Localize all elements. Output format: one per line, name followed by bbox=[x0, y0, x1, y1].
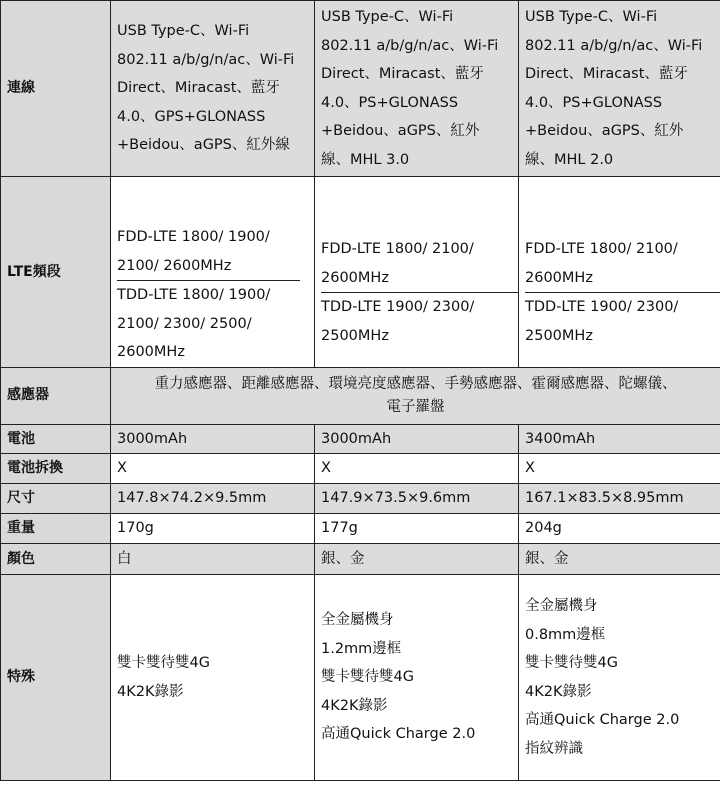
lte-col2-fdd-line: FDD-LTE 1800/ 2100/ bbox=[321, 241, 474, 257]
connection-col2-line: +Beidou、aGPS、紅外 bbox=[321, 123, 480, 139]
row-label-sensors: 感應器 bbox=[1, 367, 111, 424]
special-col2-line: 1.2mm邊框 bbox=[321, 640, 402, 657]
connection-col2-line: 線、MHL 3.0 bbox=[321, 151, 410, 168]
weight-col2: 177g bbox=[315, 514, 519, 544]
connection-col3 bbox=[519, 1, 720, 177]
connection-col2-line: Direct、Miracast、藍牙 bbox=[321, 66, 484, 82]
special-col3-line: 雙卡雙待雙4G bbox=[525, 655, 618, 671]
connection-col1 bbox=[111, 1, 315, 177]
row-label-weight: 重量 bbox=[1, 514, 111, 544]
lte-col3-tdd-line: 2500MHz bbox=[525, 327, 593, 344]
connection-col1-line: Direct、Miracast、藍牙 bbox=[117, 80, 280, 96]
size-col1: 147.8×74.2×9.5mm bbox=[111, 484, 315, 514]
special-col2-line: 高通Quick Charge 2.0 bbox=[321, 726, 476, 743]
row-label-size: 尺寸 bbox=[1, 484, 111, 514]
row-weight bbox=[1, 514, 720, 544]
special-col3-line: 全金屬機身 bbox=[525, 598, 598, 614]
battery-col1: 3000mAh bbox=[111, 424, 315, 454]
row-label-battery: 電池 bbox=[1, 424, 111, 454]
row-label-connection: 連線 bbox=[1, 1, 111, 177]
lte-col2 bbox=[315, 177, 519, 368]
removable-col3: X bbox=[519, 454, 720, 484]
removable-col2: X bbox=[315, 454, 519, 484]
connection-col2-line: USB Type-C、Wi-Fi bbox=[321, 9, 454, 25]
lte-col1-fdd-line: FDD-LTE 1800/ 1900/ bbox=[117, 229, 270, 245]
weight-col3: 204g bbox=[519, 514, 720, 544]
row-label-lte: LTE頻段 bbox=[1, 177, 111, 368]
special-col1 bbox=[111, 575, 315, 781]
lte-col3-fdd-line: 2600MHz bbox=[525, 264, 720, 294]
row-label-removable: 電池拆換 bbox=[1, 454, 111, 484]
lte-col2-tdd-line: TDD-LTE 1900/ 2300/ bbox=[321, 299, 475, 315]
row-sensors bbox=[1, 367, 720, 424]
lte-col3-tdd-line: TDD-LTE 1900/ 2300/ bbox=[525, 299, 679, 315]
color-col2: 銀、金 bbox=[315, 544, 519, 575]
lte-col2-tdd-line: 2500MHz bbox=[321, 327, 389, 344]
color-col1: 白 bbox=[111, 544, 315, 575]
lte-col1-tdd-line: 2100/ 2300/ 2500/ bbox=[117, 315, 252, 332]
size-col3: 167.1×83.5×8.95mm bbox=[519, 484, 720, 514]
connection-col1-line: 802.11 a/b/g/n/ac、Wi-Fi bbox=[117, 51, 295, 68]
connection-col3-line: USB Type-C、Wi-Fi bbox=[525, 9, 658, 25]
special-col1-line: 雙卡雙待雙4G bbox=[117, 655, 210, 671]
row-label-special: 特殊 bbox=[1, 575, 111, 781]
special-col3 bbox=[519, 575, 720, 781]
lte-col3-fdd-line: FDD-LTE 1800/ 2100/ bbox=[525, 241, 678, 257]
battery-col2: 3000mAh bbox=[315, 424, 519, 454]
weight-col1: 170g bbox=[111, 514, 315, 544]
special-col2 bbox=[315, 575, 519, 781]
connection-col1-line: USB Type-C、Wi-Fi bbox=[117, 23, 250, 39]
special-col3-line: 高通Quick Charge 2.0 bbox=[525, 712, 680, 728]
connection-col2-line: 802.11 a/b/g/n/ac、Wi-Fi bbox=[321, 37, 499, 54]
row-label-color: 顏色 bbox=[1, 544, 111, 575]
sensors-value-line: 電子羅盤 bbox=[386, 398, 445, 415]
size-col2: 147.9×73.5×9.6mm bbox=[315, 484, 519, 514]
connection-col2 bbox=[315, 1, 519, 177]
row-size bbox=[1, 484, 720, 514]
lte-col1-tdd-line: TDD-LTE 1800/ 1900/ bbox=[117, 287, 271, 303]
connection-col1-line: +Beidou、aGPS、紅外線 bbox=[117, 137, 290, 153]
connection-col3-line: 線、MHL 2.0 bbox=[525, 151, 614, 168]
battery-col3: 3400mAh bbox=[519, 424, 720, 454]
special-col3-line: 4K2K錄影 bbox=[525, 683, 592, 700]
lte-col2-fdd-line: 2600MHz bbox=[321, 264, 518, 294]
color-col3: 銀、金 bbox=[519, 544, 720, 575]
lte-col3 bbox=[519, 177, 720, 368]
special-col2-line: 雙卡雙待雙4G bbox=[321, 669, 414, 686]
row-special bbox=[1, 575, 720, 781]
special-col1-line: 4K2K錄影 bbox=[117, 683, 184, 700]
row-removable bbox=[1, 454, 720, 484]
connection-col3-line: Direct、Miracast、藍牙 bbox=[525, 66, 688, 82]
connection-col1-line: 4.0、GPS+GLONASS bbox=[117, 108, 266, 125]
removable-col1: X bbox=[111, 454, 315, 484]
lte-col1-tdd-line: 2600MHz bbox=[117, 344, 185, 360]
sensors-value-line: 重力感應器、距離感應器、環境亮度感應器、手勢感應器、霍爾感應器、陀螺儀、 bbox=[154, 375, 677, 392]
special-col3-line: 0.8mm邊框 bbox=[525, 626, 606, 643]
special-col3-line: 指紋辨識 bbox=[525, 740, 583, 757]
connection-col3-line: 4.0、PS+GLONASS bbox=[525, 94, 663, 111]
sensors-value bbox=[111, 367, 720, 424]
connection-col2-line: 4.0、PS+GLONASS bbox=[321, 94, 459, 111]
row-connection bbox=[1, 1, 720, 177]
row-battery bbox=[1, 424, 720, 454]
lte-col1 bbox=[111, 177, 315, 368]
lte-col1-fdd-line: 2100/ 2600MHz bbox=[117, 252, 300, 282]
connection-col3-line: 802.11 a/b/g/n/ac、Wi-Fi bbox=[525, 37, 703, 54]
special-col2-line: 全金屬機身 bbox=[321, 612, 394, 629]
special-col2-line: 4K2K錄影 bbox=[321, 697, 388, 714]
row-color bbox=[1, 544, 720, 575]
row-lte bbox=[1, 177, 720, 368]
connection-col3-line: +Beidou、aGPS、紅外 bbox=[525, 123, 684, 139]
